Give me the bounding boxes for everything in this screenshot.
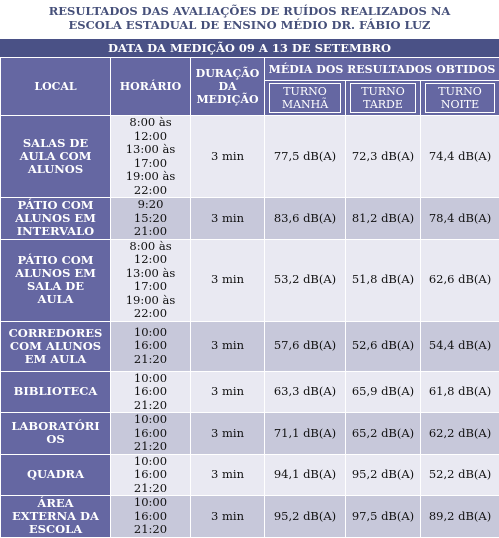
turno-line: TARDE xyxy=(351,98,415,111)
turno-line: TURNO xyxy=(351,85,415,98)
header-turno-noite xyxy=(421,81,499,116)
turno-line: TURNO xyxy=(270,85,340,98)
tarde-cell: 81,2 dB(A) xyxy=(346,198,421,240)
local-line: ESCOLA xyxy=(1,523,110,536)
tarde-cell: 51,8 dB(A) xyxy=(346,239,421,321)
manha-cell: 95,2 dB(A) xyxy=(265,496,346,538)
horario-line: 10:00 xyxy=(111,326,190,340)
local-line: LABORATÓRI xyxy=(1,420,110,433)
header-turno-box xyxy=(350,83,416,113)
table-row xyxy=(1,116,499,198)
horario-line: 16:00 xyxy=(111,385,190,399)
manha-cell: 57,6 dB(A) xyxy=(265,321,346,371)
header-duracao-line: MEDIÇÃO xyxy=(191,93,264,106)
duracao-cell: 3 min xyxy=(191,321,265,371)
duracao-cell: 3 min xyxy=(191,239,265,321)
horario-line: 21:20 xyxy=(111,353,190,367)
local-line: ALUNOS xyxy=(1,163,110,176)
local-cell xyxy=(1,371,111,413)
horario-line: 21:20 xyxy=(111,399,190,413)
local-line: AULA COM xyxy=(1,150,110,163)
horario-line: 12:00 xyxy=(111,130,190,144)
horario-line: 15:20 xyxy=(111,212,190,226)
tarde-cell: 97,5 dB(A) xyxy=(346,496,421,538)
local-cell xyxy=(1,496,111,538)
noite-cell: 74,4 dB(A) xyxy=(421,116,499,198)
horario-line: 16:00 xyxy=(111,468,190,482)
manha-cell: 94,1 dB(A) xyxy=(265,454,346,496)
title-line-2: ESCOLA ESTADUAL DE ENSINO MÉDIO DR. FÁBIO LUZ xyxy=(0,18,499,32)
header-duracao-line: DA xyxy=(191,80,264,93)
local-cell xyxy=(1,454,111,496)
duracao-cell: 3 min xyxy=(191,496,265,538)
manha-cell: 71,1 dB(A) xyxy=(265,413,346,455)
noite-cell: 52,2 dB(A) xyxy=(421,454,499,496)
table-row xyxy=(1,239,499,321)
horario-line: 21:20 xyxy=(111,440,190,454)
local-line: PÁTIO COM xyxy=(1,254,110,267)
tarde-cell: 65,2 dB(A) xyxy=(346,413,421,455)
measurement-date-bar: DATA DA MEDIÇÃO 09 A 13 DE SETEMBRO xyxy=(0,39,499,57)
horario-line: 10:00 xyxy=(111,372,190,386)
horario-line: 9:20 xyxy=(111,198,190,212)
noite-cell: 62,2 dB(A) xyxy=(421,413,499,455)
horario-line: 13:00 às xyxy=(111,267,190,281)
horario-line: 8:00 às xyxy=(111,116,190,130)
horario-line: 21:20 xyxy=(111,523,190,537)
turno-line: MANHÃ xyxy=(270,98,340,111)
header-turno-box xyxy=(269,83,341,113)
local-cell xyxy=(1,239,111,321)
local-line: EM AULA xyxy=(1,353,110,366)
tarde-cell: 95,2 dB(A) xyxy=(346,454,421,496)
local-line: SALAS DE xyxy=(1,137,110,150)
noite-cell: 78,4 dB(A) xyxy=(421,198,499,240)
local-cell xyxy=(1,116,111,198)
horario-line: 19:00 às xyxy=(111,170,190,184)
header-duracao-line: DURAÇÃO xyxy=(191,67,264,80)
noite-cell: 61,8 dB(A) xyxy=(421,371,499,413)
local-line: QUADRA xyxy=(1,468,110,481)
horario-line: 17:00 xyxy=(111,157,190,171)
horario-line: 21:20 xyxy=(111,482,190,496)
table-row xyxy=(1,496,499,538)
local-cell xyxy=(1,413,111,455)
table-row xyxy=(1,454,499,496)
horario-line: 22:00 xyxy=(111,184,190,198)
document-title xyxy=(0,0,499,39)
local-line: PÁTIO COM xyxy=(1,199,110,212)
table-row xyxy=(1,198,499,240)
horario-line: 17:00 xyxy=(111,280,190,294)
duracao-cell: 3 min xyxy=(191,371,265,413)
horario-line: 10:00 xyxy=(111,496,190,510)
horario-line: 16:00 xyxy=(111,339,190,353)
horario-cell xyxy=(111,321,191,371)
noise-results-table xyxy=(0,57,499,538)
local-line: BIBLIOTECA xyxy=(1,385,110,398)
horario-cell xyxy=(111,198,191,240)
horario-line: 8:00 às xyxy=(111,240,190,254)
horario-cell xyxy=(111,371,191,413)
horario-line: 19:00 às xyxy=(111,294,190,308)
duracao-cell: 3 min xyxy=(191,413,265,455)
local-line: AULA xyxy=(1,293,110,306)
horario-cell xyxy=(111,454,191,496)
header-duracao xyxy=(191,58,265,116)
table-row xyxy=(1,413,499,455)
horario-cell xyxy=(111,239,191,321)
horario-line: 16:00 xyxy=(111,427,190,441)
turno-line: TURNO xyxy=(426,85,494,98)
duracao-cell: 3 min xyxy=(191,454,265,496)
local-line: EXTERNA DA xyxy=(1,510,110,523)
horario-cell xyxy=(111,496,191,538)
duracao-cell: 3 min xyxy=(191,198,265,240)
local-cell xyxy=(1,198,111,240)
tarde-cell: 72,3 dB(A) xyxy=(346,116,421,198)
manha-cell: 77,5 dB(A) xyxy=(265,116,346,198)
header-turno-box xyxy=(425,83,495,113)
local-line: COM ALUNOS xyxy=(1,340,110,353)
local-line: ALUNOS EM xyxy=(1,267,110,280)
header-turno-tarde xyxy=(346,81,421,116)
manha-cell: 83,6 dB(A) xyxy=(265,198,346,240)
table-row xyxy=(1,321,499,371)
horario-line: 10:00 xyxy=(111,413,190,427)
manha-cell: 53,2 dB(A) xyxy=(265,239,346,321)
local-cell xyxy=(1,321,111,371)
table-row xyxy=(1,371,499,413)
header-horario: HORÁRIO xyxy=(111,58,191,116)
local-line: ALUNOS EM xyxy=(1,212,110,225)
local-line: ÁREA xyxy=(1,497,110,510)
horario-line: 22:00 xyxy=(111,307,190,321)
horario-line: 13:00 às xyxy=(111,143,190,157)
tarde-cell: 65,9 dB(A) xyxy=(346,371,421,413)
horario-line: 12:00 xyxy=(111,253,190,267)
header-turno-manha xyxy=(265,81,346,116)
noite-cell: 54,4 dB(A) xyxy=(421,321,499,371)
duracao-cell: 3 min xyxy=(191,116,265,198)
horario-line: 10:00 xyxy=(111,455,190,469)
local-line: SALA DE xyxy=(1,280,110,293)
local-line: CORREDORES xyxy=(1,327,110,340)
header-local: LOCAL xyxy=(1,58,111,116)
local-line: INTERVALO xyxy=(1,225,110,238)
manha-cell: 63,3 dB(A) xyxy=(265,371,346,413)
horario-line: 21:00 xyxy=(111,225,190,239)
horario-cell xyxy=(111,116,191,198)
local-line: OS xyxy=(1,433,110,446)
turno-line: NOITE xyxy=(426,98,494,111)
horario-line: 16:00 xyxy=(111,510,190,524)
header-media: MÉDIA DOS RESULTADOS OBTIDOS xyxy=(265,58,499,81)
tarde-cell: 52,6 dB(A) xyxy=(346,321,421,371)
horario-cell xyxy=(111,413,191,455)
noite-cell: 89,2 dB(A) xyxy=(421,496,499,538)
title-line-1: RESULTADOS DAS AVALIAÇÕES DE RUÍDOS REALIZADOS NA xyxy=(0,4,499,18)
noite-cell: 62,6 dB(A) xyxy=(421,239,499,321)
